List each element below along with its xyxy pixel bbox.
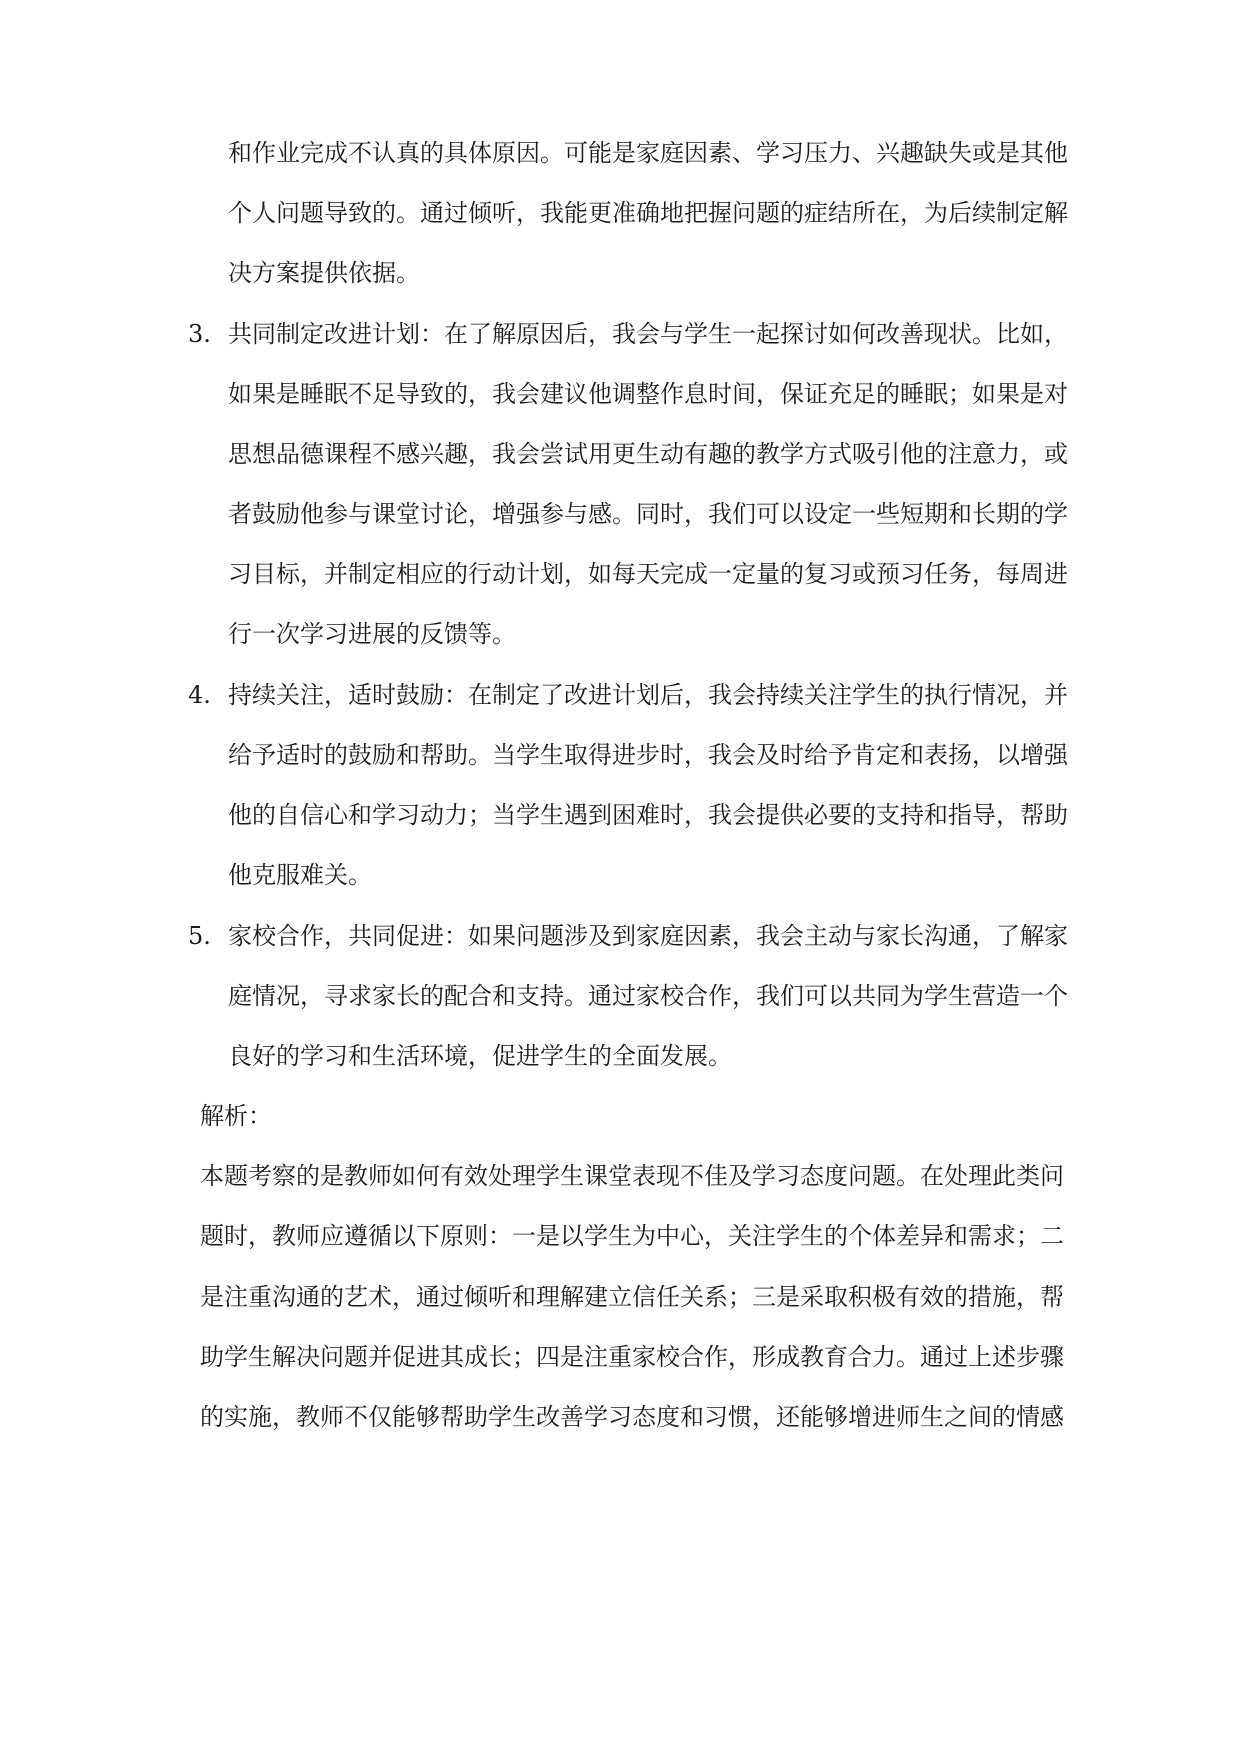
list-item-line: 给予适时的鼓励和帮助。当学生取得进步时，我会及时给予肯定和表扬，以增强	[228, 741, 1068, 769]
text-line: 决方案提供依据。	[228, 259, 420, 287]
list-item-number: 4.	[188, 681, 211, 709]
analysis-heading: 解析：	[200, 1102, 272, 1130]
list-item-line: 思想品德课程不感兴趣，我会尝试用更生动有趣的教学方式吸引他的注意力，或	[228, 440, 1068, 468]
text-line: 和作业完成不认真的具体原因。可能是家庭因素、学习压力、兴趣缺失或是其他	[228, 139, 1068, 167]
list-item-line: 持续关注，适时鼓励：在制定了改进计划后，我会持续关注学生的执行情况，并	[228, 681, 1068, 709]
list-item-line: 行一次学习进展的反馈等。	[228, 620, 516, 648]
list-item-line: 者鼓励他参与课堂讨论，增强参与感。同时，我们可以设定一些短期和长期的学	[228, 500, 1068, 528]
list-item-line: 庭情况，寻求家长的配合和支持。通过家校合作，我们可以共同为学生营造一个	[228, 982, 1068, 1010]
analysis-line: 是注重沟通的艺术，通过倾听和理解建立信任关系；三是采取积极有效的措施，帮	[200, 1283, 1064, 1311]
analysis-line: 的实施，教师不仅能够帮助学生改善学习态度和习惯，还能够增进师生之间的情感	[200, 1403, 1064, 1431]
list-item-number: 3.	[188, 320, 211, 348]
analysis-line: 本题考察的是教师如何有效处理学生课堂表现不佳及学习态度问题。在处理此类问	[200, 1162, 1064, 1190]
list-item-line: 良好的学习和生活环境，促进学生的全面发展。	[228, 1042, 732, 1070]
analysis-line: 题时，教师应遵循以下原则：一是以学生为中心，关注学生的个体差异和需求；二	[200, 1222, 1064, 1250]
list-item-number: 5.	[188, 922, 211, 950]
list-item-line: 家校合作，共同促进：如果问题涉及到家庭因素，我会主动与家长沟通，了解家	[228, 922, 1068, 950]
analysis-line: 助学生解决问题并促进其成长；四是注重家校合作，形成教育合力。通过上述步骤	[200, 1343, 1064, 1371]
list-item-line: 习目标，并制定相应的行动计划，如每天完成一定量的复习或预习任务，每周进	[228, 560, 1068, 588]
list-item-line: 他的自信心和学习动力；当学生遇到困难时，我会提供必要的支持和指导，帮助	[228, 801, 1068, 829]
list-item-line: 他克服难关。	[228, 861, 372, 889]
list-item-line: 如果是睡眠不足导致的，我会建议他调整作息时间，保证充足的睡眠；如果是对	[228, 380, 1068, 408]
text-line: 个人问题导致的。通过倾听，我能更准确地把握问题的症结所在，为后续制定解	[228, 199, 1068, 227]
list-item-line: 共同制定改进计划：在了解原因后，我会与学生一起探讨如何改善现状。比如，	[228, 320, 1068, 348]
